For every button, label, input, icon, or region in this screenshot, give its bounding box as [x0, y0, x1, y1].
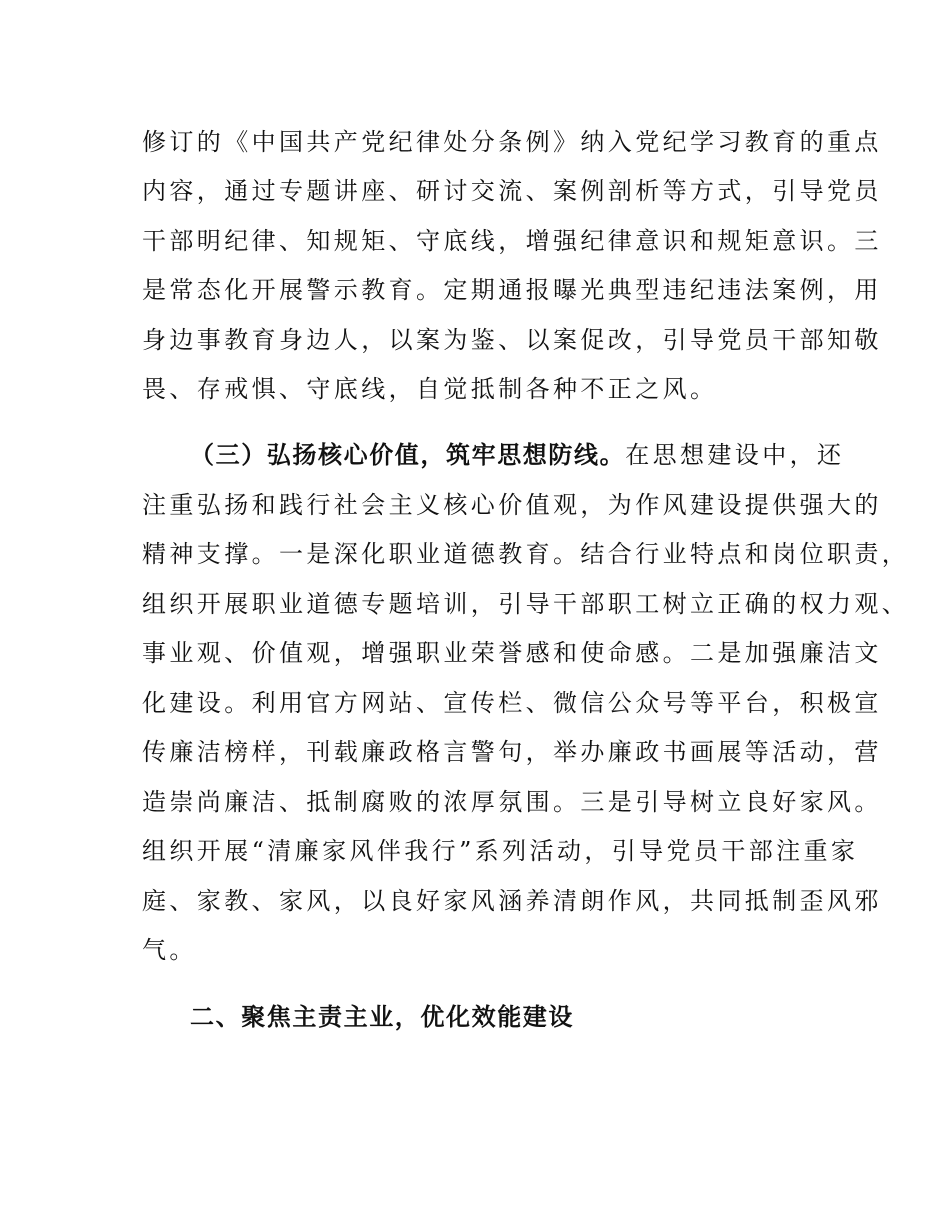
paragraph-line: 干部明纪律、知规矩、守底线，增强纪律意识和规矩意识。三 — [142, 227, 882, 255]
paragraph-line: 造崇尚廉洁、抵制腐败的浓厚氛围。三是引导树立良好家风。 — [142, 788, 882, 816]
paragraph-line: 事业观、价值观，增强职业荣誉感和使命感。二是加强廉洁文 — [142, 639, 882, 667]
paragraph-line: 身边事教育身边人，以案为鉴、以案促改，引导党员干部知敬 — [142, 326, 882, 354]
subheading-title: （三）弘扬核心价值，筑牢思想防线。 — [190, 441, 626, 469]
paragraph-line: 是常态化开展警示教育。定期通报曝光典型违纪违法案例，用 — [142, 276, 882, 304]
paragraph-line: 化建设。利用官方网站、宣传栏、微信公众号等平台，积极宣 — [142, 689, 882, 717]
paragraph-line: 注重弘扬和践行社会主义核心价值观，为作风建设提供强大的 — [142, 491, 882, 519]
paragraph-line: 气。 — [142, 936, 197, 964]
paragraph-text: 在思想建设中，还 — [625, 441, 845, 469]
paragraph-line: 精神支撑。一是深化职业道德教育。结合行业特点和岗位职责， — [142, 540, 910, 568]
paragraph-line: 庭、家教、家风，以良好家风涵养清朗作风，共同抵制歪风邪 — [142, 887, 882, 915]
paragraph-line: 内容，通过专题讲座、研讨交流、案例剖析等方式，引导党员 — [142, 177, 882, 205]
paragraph-line: 传廉洁榜样，刊载廉政格言警句，举办廉政书画展等活动，营 — [142, 738, 882, 766]
paragraph-line: 组织开展“清廉家风伴我行”系列活动，引导党员干部注重家 — [142, 837, 859, 865]
section-heading: 二、聚焦主责主业，优化效能建设 — [190, 1003, 574, 1031]
paragraph-line: 畏、存戒惧、守底线，自觉抵制各种不正之风。 — [142, 375, 718, 403]
paragraph-line: 组织开展职业道德专题培训，引导干部职工树立正确的权力观、 — [142, 590, 910, 618]
subheading-line — [190, 439, 844, 471]
paragraph-line: 修订的《中国共产党纪律处分条例》纳入党纪学习教育的重点 — [142, 128, 882, 156]
